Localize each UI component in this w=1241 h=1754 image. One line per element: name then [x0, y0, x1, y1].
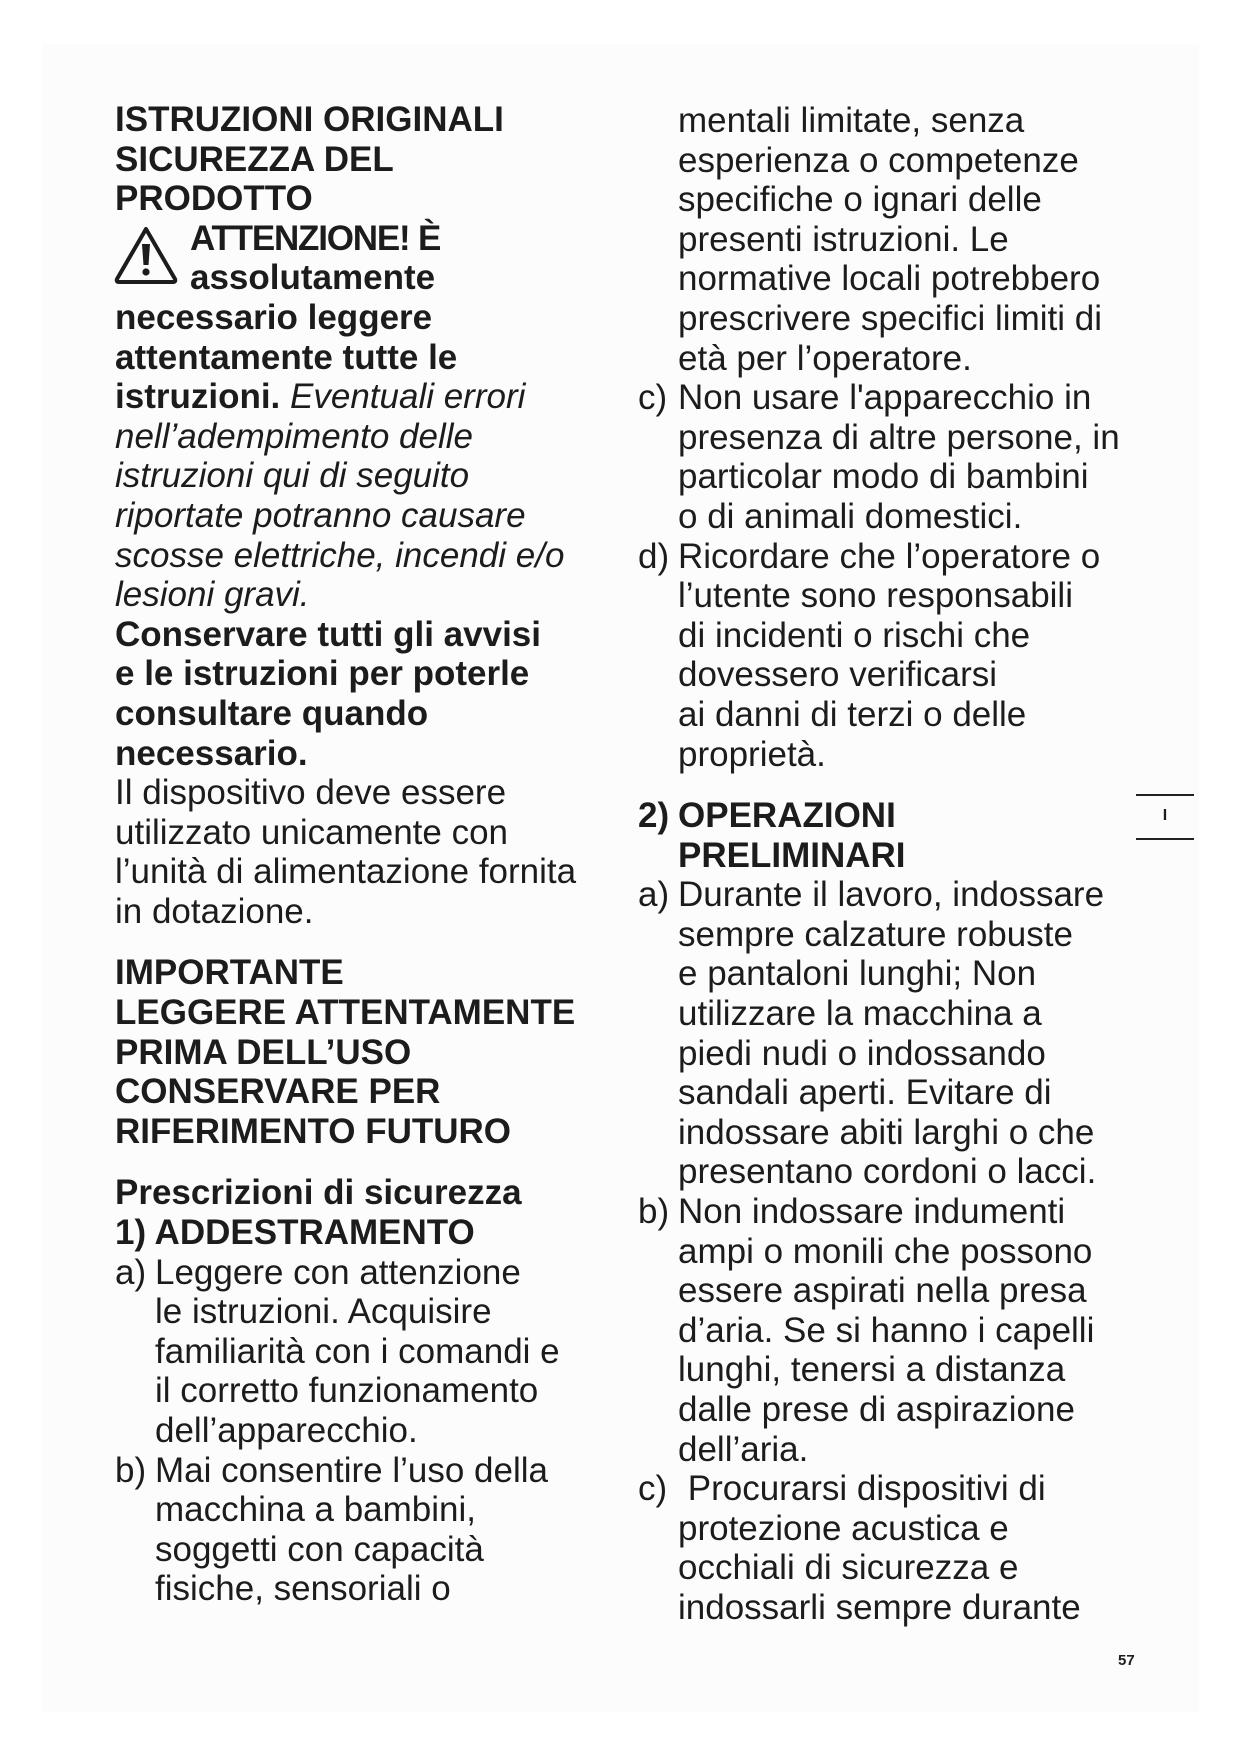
language-tab-label: I — [1162, 807, 1168, 824]
list-item: d) Ricordare che l’operatore o l’utente sono responsabili di incidenti o rischi che dovessero verificarsi ai danni di terzi o delle proprietà. — [638, 536, 1101, 774]
keep-instructions-text: Conservare tutti gli avvisi e le istruzioni per poterle consultare quando necessario. — [115, 614, 541, 773]
list-item: b) Non indossare indumenti ampi o monili che possono essere aspirati nella presa d’aria. Se si hanno i capelli lunghi, tenersi a distanza dalle prese di aspirazione dell’aria. — [638, 1192, 1095, 1469]
device-text: Il dispositivo deve essere utilizzato unicamente con l’unità di alimentazione fornita in dotazione. — [115, 773, 577, 931]
warning-italic-start: Eventuali errori — [290, 377, 526, 417]
warning-triangle-icon — [113, 225, 179, 285]
warning-bold-end: istruzioni. — [115, 377, 281, 417]
main-heading: ISTRUZIONI ORIGINALI SICUREZZA DEL PRODOTTO — [115, 100, 504, 219]
item-b-continued: mentali limitate, senza esperienza o competenze specifiche o ignari delle presenti istruzioni. Le normative locali potrebbero prescrivere specifici limiti di età per l’operatore. — [678, 101, 1102, 378]
prescriptions-title: Prescrizioni di sicurezza — [115, 1173, 522, 1213]
language-tab — [1136, 794, 1194, 840]
list-item: c) Procurarsi dispositivi di protezione acustica e occhiali di sicurezza e indossarli sempre durante — [638, 1469, 1081, 1627]
right-column — [638, 101, 1138, 1628]
list-item: a) Leggere con attenzione le istruzioni. Acquisire familiarità con i comandi e il corretto funzionamento dell’apparecchio. — [115, 1252, 560, 1450]
section-1-title: 1) ADDESTRAMENTO — [115, 1213, 475, 1253]
warning-italic: nell’adempimento delle istruzioni qui di seguito riportate potranno causare scosse elettriche, incendi e/o lesioni gravi. — [115, 416, 565, 615]
important-heading: IMPORTANTE LEGGERE ATTENTAMENTE PRIMA DELL’USO CONSERVARE PER RIFERIMENTO FUTURO — [115, 953, 576, 1151]
section-2-title: 2) OPERAZIONI PRELIMINARI — [638, 796, 906, 875]
list-item: a) Durante il lavoro, indossare sempre calzature robuste e pantaloni lunghi; Non utilizzare la macchina a piedi nudi o indossando sandali aperti. Evitare di indossare abiti larghi o che presentano cordoni o lacci. — [638, 875, 1105, 1192]
warning-block: ATTENZIONE! È assolutamente necessario leggere attentamente tutte le istruzioni. Eventuali errori nell’adempimento delle istruzioni qui di seguito riportate potranno causare scosse elettriche, incendi e/o lesioni gravi. — [115, 219, 605, 615]
list-item: b) Mai consentire l’uso della macchina a bambini, soggetti con capacità fisiche, sensoriali o — [115, 1450, 548, 1609]
list-item: c) Non usare l'apparecchio in presenza di altre persone, in particolar modo di bambini o di animali domestici. — [638, 378, 1120, 536]
left-column — [115, 100, 605, 1609]
page-number: 57 — [1118, 1652, 1135, 1669]
